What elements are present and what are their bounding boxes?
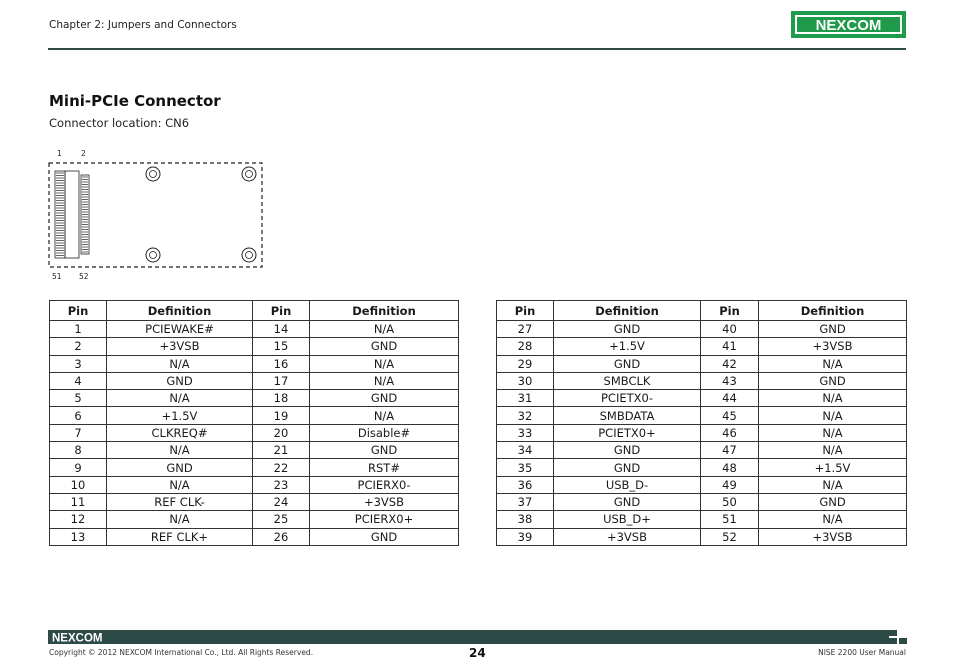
pin-number-cell: 30 (497, 372, 554, 389)
footer-nexcom-logo (52, 631, 110, 643)
pin-definition-cell: N/A (310, 355, 459, 372)
column-header: Definition (107, 301, 253, 321)
contact-teeth-left (56, 173, 64, 256)
footer-bar (48, 630, 906, 644)
pin-number-cell: 31 (497, 390, 554, 407)
pin-table-right (496, 300, 907, 546)
table-row (497, 407, 907, 424)
pin-definition-cell: SMBDATA (554, 407, 701, 424)
pin-definition-cell: N/A (310, 407, 459, 424)
pin-number-cell: 27 (497, 321, 554, 338)
mount-hole-inner (150, 171, 157, 178)
pin-number-cell: 8 (50, 442, 107, 459)
pin-definition-cell: PCIETX0- (554, 390, 701, 407)
pin-definition-cell: SMBCLK (554, 372, 701, 389)
mount-hole-bottom-right (242, 248, 256, 262)
contact-strip-left (55, 171, 65, 258)
column-header: Definition (759, 301, 907, 321)
pin-definition-cell: +3VSB (759, 338, 907, 355)
pin-definition-cell: N/A (107, 476, 253, 493)
table-row (50, 372, 459, 389)
pin-definition-cell: GND (759, 493, 907, 510)
pin-number-cell: 37 (497, 493, 554, 510)
pin-number-cell: 25 (253, 511, 310, 528)
table-row (50, 321, 459, 338)
footer-logo-text: NEXCOM (52, 632, 103, 643)
footer-squares-icon (889, 630, 907, 644)
pin-definition-cell: PCIETX0+ (554, 424, 701, 441)
table-row (497, 424, 907, 441)
mount-hole-top-right (242, 167, 256, 181)
table-row (497, 355, 907, 372)
pin-number-cell: 35 (497, 459, 554, 476)
pin-number-cell: 1 (50, 321, 107, 338)
copyright-text: Copyright © 2012 NEXCOM International Co., Ltd. All Rights Reserved. (49, 648, 314, 657)
pin-definition-cell: PCIERX0- (310, 476, 459, 493)
pin-definition-cell: N/A (310, 372, 459, 389)
mount-hole-inner (150, 252, 157, 259)
pin-number-cell: 41 (701, 338, 759, 355)
table-row (50, 407, 459, 424)
pin-definition-cell: GND (554, 321, 701, 338)
pin-definition-cell: N/A (107, 355, 253, 372)
column-header: Pin (497, 301, 554, 321)
pin-number-cell: 21 (253, 442, 310, 459)
pin-number-cell: 9 (50, 459, 107, 476)
pin-number-cell: 32 (497, 407, 554, 424)
table-row (497, 372, 907, 389)
pin-number-cell: 20 (253, 424, 310, 441)
pin-number-cell: 33 (497, 424, 554, 441)
table-header-row (50, 301, 459, 321)
mount-hole-inner (246, 171, 253, 178)
pin-label-1: 1 (57, 149, 62, 158)
table-row (497, 528, 907, 545)
pin-number-cell: 29 (497, 355, 554, 372)
pin-definition-cell: +1.5V (759, 459, 907, 476)
nexcom-logo (791, 11, 906, 38)
pin-number-cell: 34 (497, 442, 554, 459)
column-header: Pin (50, 301, 107, 321)
pin-definition-cell: CLKREQ# (107, 424, 253, 441)
pin-definition-cell: N/A (759, 511, 907, 528)
pin-number-cell: 40 (701, 321, 759, 338)
pin-number-cell: 38 (497, 511, 554, 528)
pin-definition-cell: N/A (759, 424, 907, 441)
pin-definition-cell: N/A (759, 476, 907, 493)
manual-name: NISE 2200 User Manual (818, 648, 906, 657)
connector-body (65, 171, 79, 258)
pin-number-cell: 2 (50, 338, 107, 355)
pin-number-cell: 4 (50, 372, 107, 389)
table-header-row (497, 301, 907, 321)
pin-label-2: 2 (81, 149, 86, 158)
mount-hole-bottom-left (146, 248, 160, 262)
column-header: Definition (310, 301, 459, 321)
table-row (497, 321, 907, 338)
pin-number-cell: 48 (701, 459, 759, 476)
pin-definition-cell: GND (759, 321, 907, 338)
pin-definition-cell: PCIEWAKE# (107, 321, 253, 338)
pin-definition-cell: PCIERX0+ (310, 511, 459, 528)
pin-number-cell: 52 (701, 528, 759, 545)
pin-definition-cell: USB_D- (554, 476, 701, 493)
pin-definition-cell: N/A (759, 390, 907, 407)
pin-definition-cell: REF CLK+ (107, 528, 253, 545)
logo-text: NEXCOM (815, 17, 882, 34)
table-row (497, 493, 907, 510)
table-row (50, 424, 459, 441)
pin-definition-cell: Disable# (310, 424, 459, 441)
pin-definition-cell: USB_D+ (554, 511, 701, 528)
pin-definition-cell: GND (554, 442, 701, 459)
column-header: Definition (554, 301, 701, 321)
mount-hole-top-left (146, 167, 160, 181)
pin-number-cell: 23 (253, 476, 310, 493)
table-row (497, 442, 907, 459)
pin-number-cell: 3 (50, 355, 107, 372)
pin-number-cell: 14 (253, 321, 310, 338)
pin-number-cell: 7 (50, 424, 107, 441)
pin-definition-cell: GND (107, 372, 253, 389)
pin-number-cell: 18 (253, 390, 310, 407)
contact-teeth-right (82, 177, 88, 252)
pin-definition-cell: GND (554, 355, 701, 372)
pin-number-cell: 5 (50, 390, 107, 407)
pin-number-cell: 16 (253, 355, 310, 372)
section-title: Mini-PCIe Connector (49, 92, 221, 110)
pin-definition-cell: GND (310, 442, 459, 459)
pin-number-cell: 39 (497, 528, 554, 545)
pin-number-cell: 15 (253, 338, 310, 355)
table-row (497, 511, 907, 528)
pin-definition-cell: N/A (107, 390, 253, 407)
pin-number-cell: 17 (253, 372, 310, 389)
pin-number-cell: 12 (50, 511, 107, 528)
pin-number-cell: 49 (701, 476, 759, 493)
table-row (50, 355, 459, 372)
mini-pcie-connector-diagram (44, 145, 272, 285)
pin-number-cell: 10 (50, 476, 107, 493)
table-row (497, 476, 907, 493)
pin-number-cell: 28 (497, 338, 554, 355)
mount-hole-inner (246, 252, 253, 259)
pin-definition-cell: N/A (107, 442, 253, 459)
pin-definition-cell: GND (310, 338, 459, 355)
pin-definition-cell: N/A (107, 511, 253, 528)
pin-number-cell: 42 (701, 355, 759, 372)
chapter-heading: Chapter 2: Jumpers and Connectors (49, 19, 237, 31)
pin-number-cell: 50 (701, 493, 759, 510)
table-row (497, 459, 907, 476)
pin-number-cell: 46 (701, 424, 759, 441)
pin-definition-cell: N/A (759, 355, 907, 372)
page-number: 24 (469, 646, 486, 660)
pin-label-52: 52 (79, 272, 89, 281)
pin-number-cell: 22 (253, 459, 310, 476)
column-header: Pin (701, 301, 759, 321)
pin-definition-cell: GND (554, 493, 701, 510)
header-rule (48, 48, 906, 50)
table-row (50, 511, 459, 528)
table-row (50, 493, 459, 510)
pin-number-cell: 43 (701, 372, 759, 389)
table-row (497, 338, 907, 355)
pin-number-cell: 6 (50, 407, 107, 424)
pin-definition-cell: +3VSB (107, 338, 253, 355)
pin-definition-cell: GND (310, 528, 459, 545)
connector-location: Connector location: CN6 (49, 116, 190, 130)
pin-number-cell: 19 (253, 407, 310, 424)
pin-definition-cell: GND (759, 372, 907, 389)
table-row (50, 459, 459, 476)
pin-number-cell: 45 (701, 407, 759, 424)
pin-definition-cell: +3VSB (310, 493, 459, 510)
pin-definition-cell: N/A (310, 321, 459, 338)
table-row (50, 442, 459, 459)
pin-definition-cell: +3VSB (759, 528, 907, 545)
pin-number-cell: 11 (50, 493, 107, 510)
pin-definition-cell: N/A (759, 407, 907, 424)
pin-definition-cell: +1.5V (107, 407, 253, 424)
table-row (50, 338, 459, 355)
table-row (50, 476, 459, 493)
pin-number-cell: 51 (701, 511, 759, 528)
pin-definition-cell: RST# (310, 459, 459, 476)
pin-definition-cell: N/A (759, 442, 907, 459)
pin-table-left (49, 300, 459, 546)
pin-number-cell: 13 (50, 528, 107, 545)
pin-number-cell: 47 (701, 442, 759, 459)
table-row (50, 390, 459, 407)
pin-number-cell: 26 (253, 528, 310, 545)
column-header: Pin (253, 301, 310, 321)
pin-definition-cell: GND (107, 459, 253, 476)
pin-number-cell: 24 (253, 493, 310, 510)
table-row (497, 390, 907, 407)
pin-number-cell: 36 (497, 476, 554, 493)
table-row (50, 528, 459, 545)
pin-definition-cell: +3VSB (554, 528, 701, 545)
pin-definition-cell: GND (554, 459, 701, 476)
pin-number-cell: 44 (701, 390, 759, 407)
pin-definition-cell: +1.5V (554, 338, 701, 355)
pin-definition-cell: REF CLK- (107, 493, 253, 510)
pin-definition-cell: GND (310, 390, 459, 407)
pin-label-51: 51 (52, 272, 62, 281)
